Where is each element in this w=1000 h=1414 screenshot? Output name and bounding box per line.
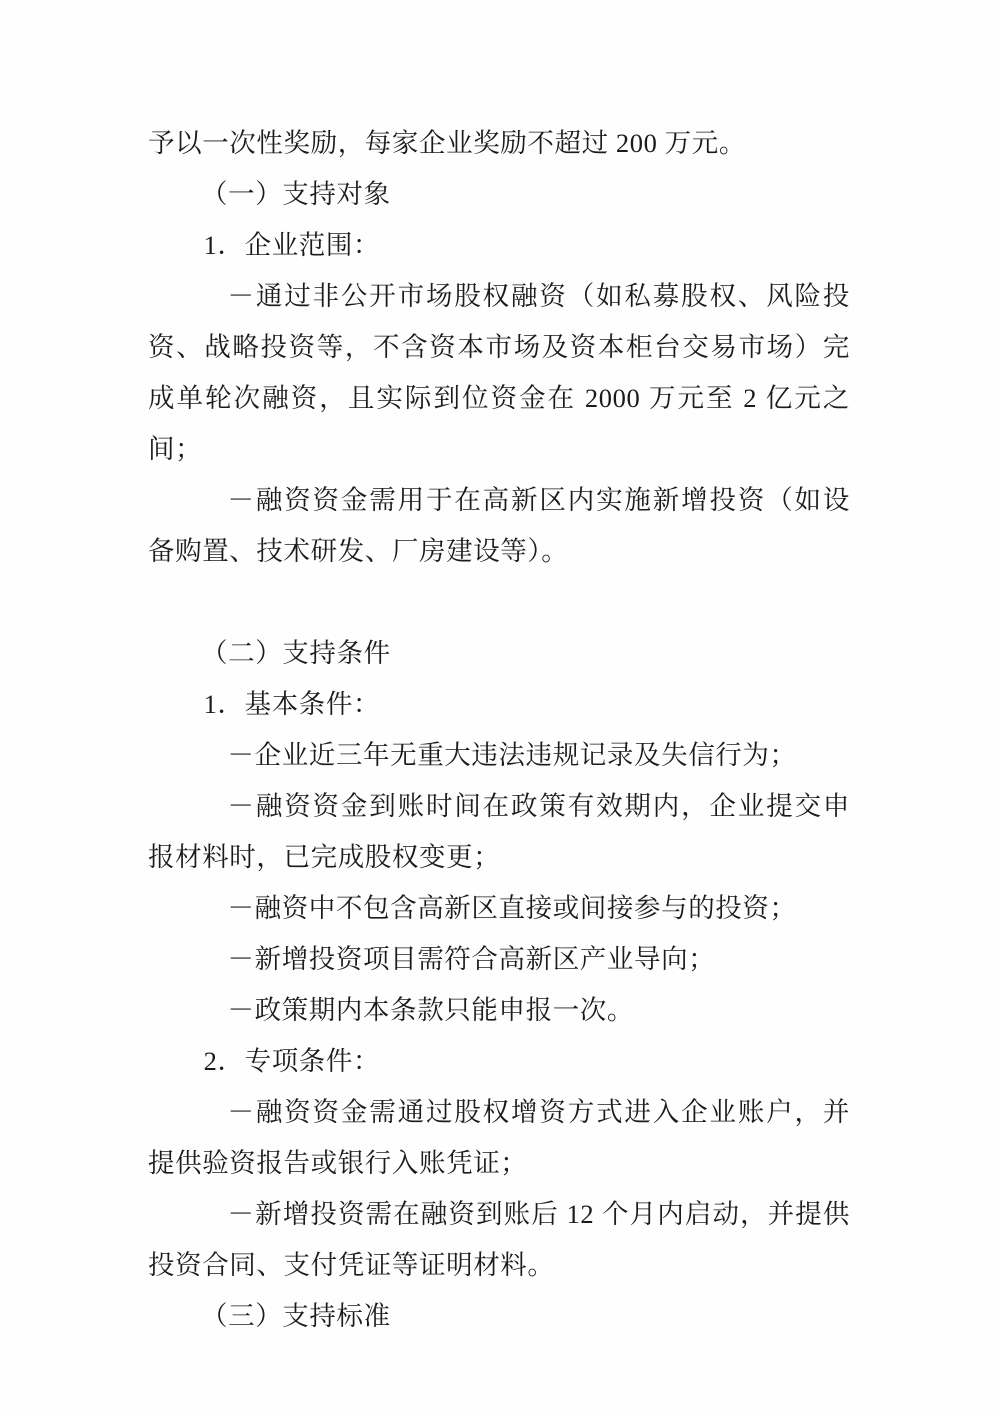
bullet-funds-arrival-time: －融资资金到账时间在政策有效期内，企业提交申报材料时，已完成股权变更；: [148, 791, 850, 872]
bullet-single-application: －政策期内本条款只能申报一次。: [227, 995, 634, 1025]
list-item-special-conditions: 2．专项条件：: [203, 1046, 381, 1076]
paragraph-reward-cap: 予以一次性奖励，每家企业奖励不超过 200 万元。: [148, 128, 746, 158]
bullet-new-investment-use: －融资资金需用于在高新区内实施新增投资（如设备购置、技术研发、厂房建设等）。: [148, 485, 850, 566]
paragraph-spacer: [148, 577, 850, 628]
bullet-equity-financing: －通过非公开市场股权融资（如私募股权、风险投资、战略投资等，不含资本市场及资本柜台交易市场）完成单轮次融资，且实际到位资金在 2000 万元至 2 亿元之间；: [148, 281, 850, 464]
bullet-no-zone-investment: －融资中不包含高新区直接或间接参与的投资；: [227, 893, 797, 923]
bullet-investment-start-window: －新增投资需在融资到账后 12 个月内启动，并提供投资合同、支付凭证等证明材料。: [148, 1199, 850, 1280]
heading-section-two: （二）支持条件: [201, 638, 391, 668]
document-body: [148, 118, 850, 1342]
bullet-capital-increase: －融资资金需通过股权增资方式进入企业账户，并提供验资报告或银行入账凭证；: [148, 1097, 850, 1178]
bullet-no-violations: －企业近三年无重大违法违规记录及失信行为；: [227, 740, 797, 770]
bullet-industry-alignment: －新增投资项目需符合高新区产业导向；: [227, 944, 716, 974]
list-item-basic-conditions: 1．基本条件：: [203, 689, 381, 719]
list-item-enterprise-scope: 1．企业范围：: [203, 230, 381, 260]
heading-section-three: （三）支持标准: [201, 1301, 391, 1331]
heading-section-one: （一）支持对象: [201, 179, 391, 209]
